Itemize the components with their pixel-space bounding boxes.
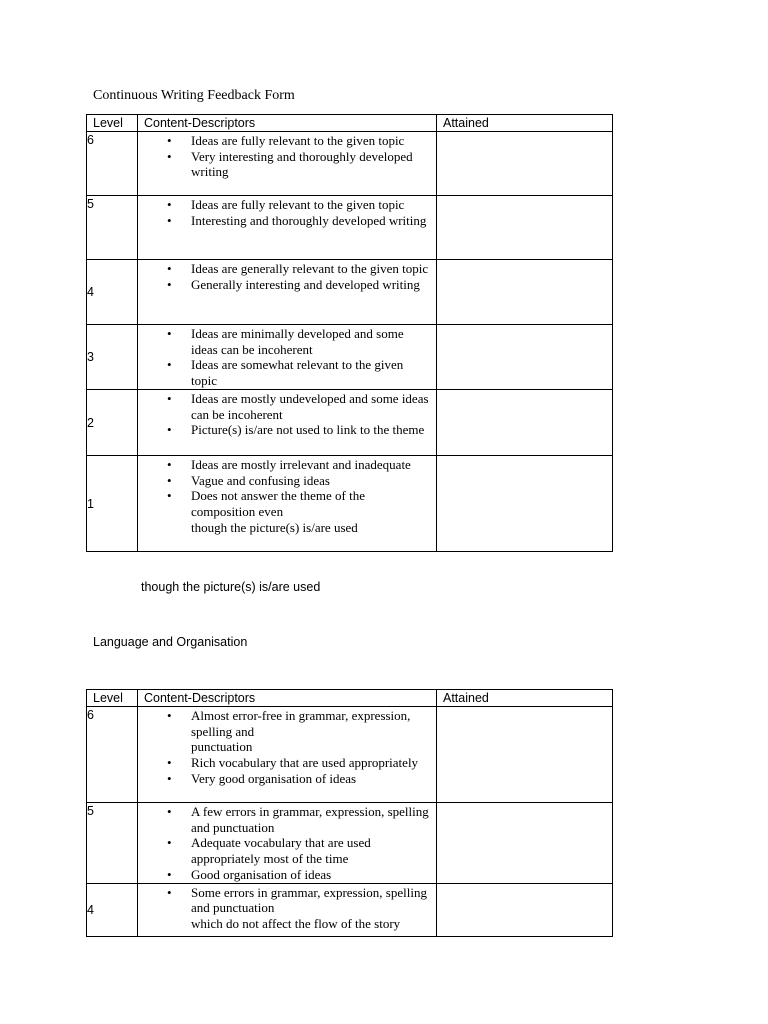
attained-header: Attained <box>437 115 613 132</box>
descriptor-continuation: though the picture(s) is/are used <box>191 519 358 535</box>
bullet-icon: • <box>167 770 172 786</box>
table-header-row <box>87 690 613 707</box>
descriptor-text: A few errors in grammar, expression, spelling and punctuation <box>191 804 429 835</box>
table-row <box>87 883 613 936</box>
descriptor-item <box>138 357 430 388</box>
descriptor-text: Ideas are mostly undeveloped and some ideas can be incoherent <box>191 391 429 422</box>
language-rubric-table <box>86 689 613 937</box>
descriptors-cell <box>138 883 437 936</box>
descriptor-item <box>138 708 430 755</box>
descriptor-item <box>138 326 430 357</box>
attained-cell[interactable] <box>437 196 613 260</box>
descriptor-text: Generally interesting and developed writing <box>191 276 420 292</box>
stray-note: though the picture(s) is/are used <box>141 580 321 594</box>
descriptor-list <box>138 707 436 787</box>
descriptor-item <box>138 213 430 229</box>
descriptor-text: Vague and confusing ideas <box>191 472 330 488</box>
bullet-icon: • <box>167 357 172 373</box>
bullet-icon: • <box>167 488 172 504</box>
descriptor-text: Ideas are generally relevant to the given topic <box>191 261 429 276</box>
descriptor-item <box>138 804 430 835</box>
table-row <box>87 803 613 884</box>
descriptor-list <box>138 132 436 180</box>
descriptor-text: Some errors in grammar, expression, spelling and punctuation <box>191 884 427 916</box>
descriptors-cell <box>138 803 437 884</box>
descriptor-text: Does not answer the theme of the composition even <box>191 488 366 520</box>
level-cell: 6 <box>87 707 138 803</box>
descriptors-cell <box>138 456 437 552</box>
descriptors-cell <box>138 132 437 196</box>
descriptor-continuation: which do not affect the flow of the story <box>191 915 401 931</box>
descriptor-item <box>138 885 430 932</box>
section-title-language: Language and Organisation <box>93 635 248 649</box>
descriptor-text: Ideas are minimally developed and some ideas can be incoherent <box>191 326 404 357</box>
descriptor-item <box>138 277 430 293</box>
descriptor-text: Good organisation of ideas <box>191 866 332 882</box>
descriptor-text: Very interesting and thoroughly developed writing <box>191 148 413 180</box>
descriptor-list <box>138 456 436 536</box>
attained-header: Attained <box>437 690 613 707</box>
descriptors-cell <box>138 196 437 260</box>
table-row <box>87 390 613 456</box>
bullet-icon: • <box>167 457 172 472</box>
descriptors-header: Content-Descriptors <box>138 690 437 707</box>
content-rubric-table <box>86 114 613 552</box>
bullet-icon: • <box>167 148 172 164</box>
bullet-icon: • <box>167 755 172 771</box>
content-rubric-body <box>87 132 613 552</box>
table-row <box>87 325 613 390</box>
attained-cell[interactable] <box>437 456 613 552</box>
level-cell: 6 <box>87 132 138 196</box>
descriptors-cell <box>138 325 437 390</box>
descriptor-list <box>138 325 436 389</box>
descriptors-cell <box>138 390 437 456</box>
level-cell: 1 <box>87 456 138 552</box>
table-row <box>87 196 613 260</box>
bullet-icon: • <box>167 422 172 438</box>
form-title: Continuous Writing Feedback Form <box>93 88 295 103</box>
level-header: Level <box>87 690 138 707</box>
descriptor-item <box>138 473 430 489</box>
bullet-icon: • <box>167 866 172 882</box>
descriptor-item <box>138 197 430 213</box>
level-cell: 4 <box>87 883 138 936</box>
descriptor-continuation: punctuation <box>191 739 253 755</box>
descriptor-item <box>138 867 430 883</box>
descriptor-item <box>138 488 430 535</box>
descriptor-list <box>138 884 436 932</box>
bullet-icon: • <box>167 261 172 276</box>
descriptor-text: Very good organisation of ideas <box>191 770 357 786</box>
descriptor-item <box>138 835 430 866</box>
descriptor-item <box>138 133 430 149</box>
descriptor-item <box>138 771 430 787</box>
descriptors-header: Content-Descriptors <box>138 115 437 132</box>
descriptors-cell <box>138 260 437 325</box>
bullet-icon: • <box>167 835 172 851</box>
bullet-icon: • <box>167 197 172 212</box>
descriptor-item <box>138 755 430 771</box>
descriptor-text: Adequate vocabulary that are used appropriately most of the time <box>191 835 371 867</box>
table-row <box>87 260 613 325</box>
descriptor-text: Interesting and thoroughly developed writing <box>191 212 427 228</box>
level-cell: 2 <box>87 390 138 456</box>
bullet-icon: • <box>167 133 172 148</box>
level-cell: 3 <box>87 325 138 390</box>
bullet-icon: • <box>167 326 172 341</box>
descriptor-list <box>138 803 436 883</box>
bullet-icon: • <box>167 276 172 292</box>
bullet-icon: • <box>167 884 172 900</box>
attained-cell[interactable] <box>437 260 613 325</box>
bullet-icon: • <box>167 212 172 228</box>
bullet-icon: • <box>167 804 172 819</box>
descriptor-item <box>138 391 430 422</box>
level-header: Level <box>87 115 138 132</box>
descriptor-item <box>138 457 430 473</box>
descriptor-text: Ideas are mostly irrelevant and inadequate <box>191 457 411 472</box>
bullet-icon: • <box>167 472 172 488</box>
descriptor-list <box>138 390 436 438</box>
descriptor-item <box>138 261 430 277</box>
descriptors-cell <box>138 707 437 803</box>
bullet-icon: • <box>167 708 172 723</box>
attained-cell[interactable] <box>437 707 613 803</box>
descriptor-text: Ideas are fully relevant to the given topic <box>191 133 405 148</box>
attained-cell[interactable] <box>437 132 613 196</box>
descriptor-text: Ideas are somewhat relevant to the given topic <box>191 357 404 389</box>
descriptor-item <box>138 422 430 438</box>
table-row <box>87 132 613 196</box>
attained-cell[interactable] <box>437 883 613 936</box>
attained-cell[interactable] <box>437 325 613 390</box>
table-header-row <box>87 115 613 132</box>
descriptor-list <box>138 260 436 292</box>
attained-cell[interactable] <box>437 390 613 456</box>
level-cell: 5 <box>87 196 138 260</box>
table-row <box>87 456 613 552</box>
descriptor-text: Rich vocabulary that are used appropriately <box>191 755 419 771</box>
table-row <box>87 707 613 803</box>
level-cell: 5 <box>87 803 138 884</box>
descriptor-text: Picture(s) is/are not used to link to the theme <box>191 422 425 438</box>
descriptor-list <box>138 196 436 228</box>
descriptor-item <box>138 149 430 180</box>
level-cell: 4 <box>87 260 138 325</box>
bullet-icon: • <box>167 391 172 406</box>
descriptor-text: Ideas are fully relevant to the given topic <box>191 197 405 212</box>
attained-cell[interactable] <box>437 803 613 884</box>
language-rubric-body <box>87 707 613 937</box>
descriptor-text: Almost error-free in grammar, expression, spelling and <box>191 708 411 739</box>
